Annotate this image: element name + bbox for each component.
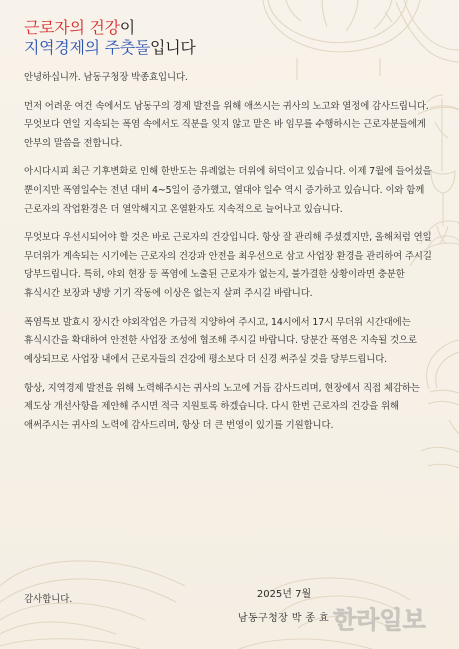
title-suffix-2: 입니다 xyxy=(150,38,196,57)
paragraph-3: 무엇보다 우선시되어야 할 것은 바로 근로자의 건강입니다. 항상 잘 관리해 주셨겠지만, 올해처럼 연일 무더위가 계속되는 시기에는 근로자의 건강과 안전을 최우선으로 삼고 사업장 환경을 관리하여 주시길 당부드립니다. 특히, 야외 현장 등 폭염에 노출된 근로자가 없는지, 불가결한 상황이라면 충분한 휴식시간 보장과 냉방 기기 작동에 이상은 없는지 살펴 주시길 바랍니다. xyxy=(24,232,432,300)
closing-text: 감사합니다. xyxy=(24,594,73,605)
greeting-paragraph: 안녕하십니까. 남동구청장 박종효입니다. xyxy=(24,72,188,83)
title-highlight-red: 근로자의 건강 xyxy=(24,18,120,37)
watermark-text-graphic: 한라일보 xyxy=(333,606,426,634)
title-suffix-1: 이 xyxy=(119,18,135,37)
title-line-2 xyxy=(24,38,442,58)
letter-date: 2025년 7월 xyxy=(256,589,312,600)
signer-name: 남동구청장 박 종 효 xyxy=(237,613,330,624)
paragraph-2: 아시다시피 최근 기후변화로 인해 한반도는 유례없는 더위에 허덕이고 있습니다. 이제 7월에 들어섰을 뿐이지만 폭염일수는 전년 대비 4~5일이 증가했고, 열대야 일수 역시 증가하고 있습니다. 이와 함께 근로자의 작업환경은 더 열악해지고 온열환자도 지속적으로 늘어나고 있습니다. xyxy=(24,166,432,215)
paragraph-4: 폭염특보 발효시 장시간 야외작업은 가급적 지양하여 주시고, 14시에서 17시 무더위 시간대에는 휴식시간을 확대하여 안전한 사업장 조성에 협조해 주시길 바랍니다. 당분간 폭염은 지속될 것으로 예상되므로 사업장 내에서 근로자들의 건강에 평소보다 더 신경 써주실 것을 당부드립니다. xyxy=(24,316,417,365)
paragraph-1: 먼저 어려운 여건 속에서도 남동구의 경제 발전을 위해 애쓰시는 귀사의 노고와 열정에 감사드립니다. 무엇보다 연일 지속되는 폭염 속에서도 직분을 잊지 않고 맡은 바 임무를 수행하시는 근로자분들에게 안부의 말씀을 전합니다. xyxy=(24,100,429,149)
closing-block xyxy=(24,589,442,633)
letter-content xyxy=(24,18,442,630)
title-highlight-blue: 지역경제의 주춧돌 xyxy=(24,38,151,57)
title-line-1 xyxy=(24,18,442,38)
paragraph-5: 항상, 지역경제 발전을 위해 노력해주시는 귀사의 노고에 거듭 감사드리며, 현장에서 직접 체감하는 제도상 개선사항을 제안해 주시면 적극 지원토록 하겠습니다. 다시 한번 근로자의 건강을 위해 애써주시는 귀사의 노력에 감사드리며, 항상 더 큰 번영이 있기를 기원합니다. xyxy=(24,382,420,431)
page-title xyxy=(24,18,442,58)
